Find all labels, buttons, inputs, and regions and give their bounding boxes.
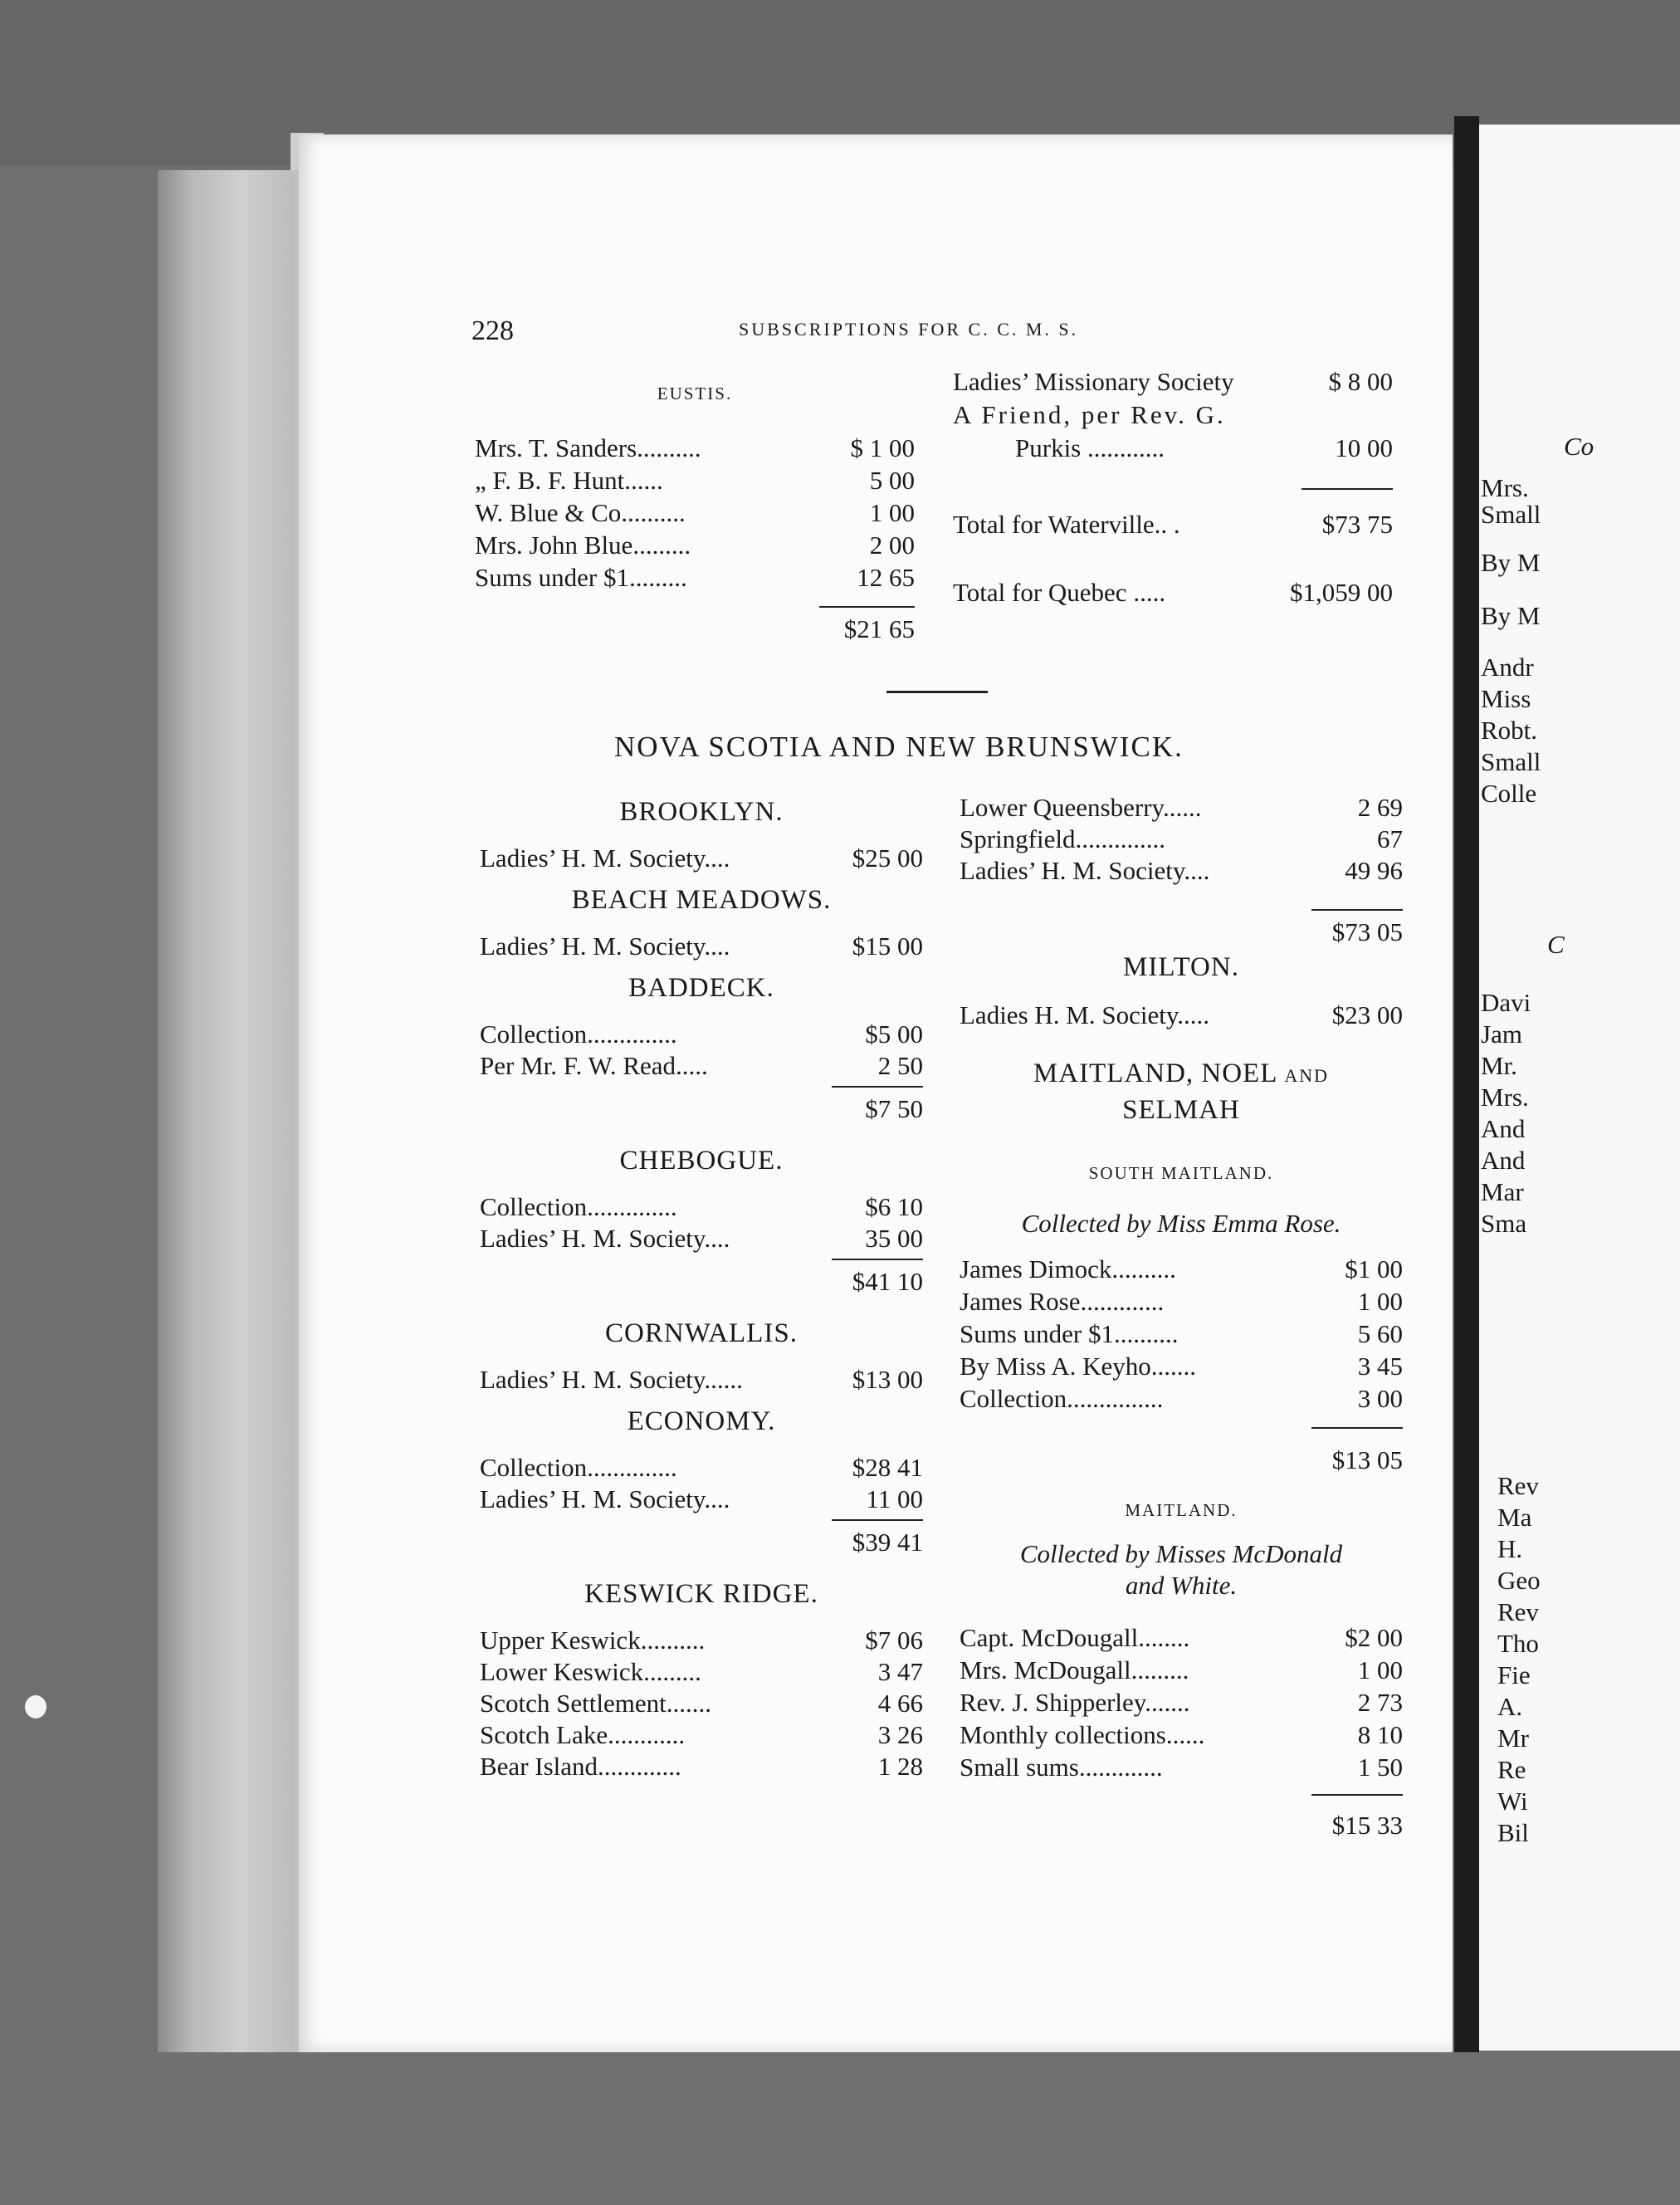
- section-divider: [886, 691, 988, 693]
- keswick-amount: 67: [1377, 824, 1403, 853]
- eustis-amount: 5 00: [869, 466, 915, 495]
- south-maitland-row: [960, 1319, 1403, 1351]
- brooklyn-name: Ladies’ H. M. Society....: [480, 843, 730, 873]
- eustis-amount: 2 00: [869, 530, 915, 560]
- right-page-fragment: And: [1481, 1146, 1526, 1175]
- eustis-amount: 1 00: [869, 498, 915, 527]
- right-page-fragment: Wi: [1497, 1787, 1528, 1816]
- keswick-amount: 1 28: [877, 1752, 923, 1781]
- maitland-amount: 2 73: [1357, 1688, 1403, 1717]
- eustis-row: [475, 466, 915, 497]
- south-maitland-collector: Collected by Miss Emma Rose.: [1021, 1209, 1341, 1238]
- keswick-row: [480, 1626, 923, 1657]
- keswick-row: [960, 856, 1403, 887]
- keswick-row: [480, 1657, 923, 1689]
- right-page-fragment: Rev: [1497, 1597, 1539, 1626]
- baddeck-total: $7 50: [865, 1094, 923, 1123]
- left-column: [480, 797, 923, 1835]
- quebec-total-label: Total for Quebec .....: [953, 578, 1166, 607]
- waterville-row: [953, 400, 1393, 432]
- maitland-row: [960, 1720, 1403, 1752]
- waterville-amount: 10 00: [1335, 433, 1393, 462]
- right-page-fragment: Re: [1497, 1755, 1526, 1784]
- baddeck-row: [480, 1051, 923, 1083]
- maitland-heading: MAITLAND.: [1125, 1500, 1238, 1520]
- south-maitland-row: [960, 1384, 1403, 1415]
- right-page-fragment: Miss: [1481, 684, 1531, 713]
- eustis-row: [475, 563, 915, 594]
- south-maitland-name: Collection...............: [960, 1384, 1164, 1413]
- right-page-fragment: Co: [1564, 432, 1595, 461]
- brooklyn-row: [480, 843, 923, 875]
- south-maitland-name: James Rose.............: [960, 1287, 1165, 1316]
- south-maitland-amount: 1 00: [1357, 1287, 1403, 1316]
- keswick-total-rule: [1311, 909, 1403, 911]
- right-page-fragment: Bil: [1497, 1818, 1529, 1847]
- right-page-fragment: Davi: [1481, 988, 1531, 1017]
- brooklyn-amount: $25 00: [852, 843, 923, 873]
- right-page-fragment: Small: [1481, 747, 1541, 776]
- keswick-name: Lower Queensberry......: [960, 793, 1202, 822]
- keswick-name: Upper Keswick..........: [480, 1626, 706, 1655]
- keswick-row: [960, 793, 1403, 824]
- maitland-amount: $2 00: [1345, 1623, 1403, 1652]
- waterville-row: [953, 367, 1393, 398]
- brooklyn-heading: BROOKLYN.: [619, 797, 784, 827]
- background-bottom: [0, 2052, 1680, 2205]
- chebogue-amount: 35 00: [865, 1224, 923, 1253]
- south-maitland-name: Sums under $1..........: [960, 1319, 1179, 1348]
- maitland-collector-2: and White.: [1125, 1571, 1238, 1600]
- right-page-fragment: Jam: [1481, 1019, 1522, 1049]
- right-page-fragment: C: [1547, 930, 1565, 959]
- chebogue-row: [480, 1224, 923, 1255]
- right-page-fragment: Colle: [1481, 779, 1537, 808]
- south-maitland-amount: 3 45: [1357, 1352, 1403, 1381]
- maitland-collector-1: Collected by Misses McDonald: [1019, 1539, 1343, 1568]
- right-page-fragment: H.: [1497, 1534, 1523, 1563]
- maitland-row: [960, 1623, 1403, 1655]
- baddeck-row: [480, 1019, 923, 1051]
- economy-row: [480, 1453, 923, 1484]
- chebogue-name: Ladies’ H. M. Society....: [480, 1224, 730, 1253]
- south-maitland-amount: 3 00: [1357, 1384, 1403, 1413]
- keswick-amount: 4 66: [877, 1689, 923, 1718]
- page-number: 228: [471, 315, 514, 346]
- right-page-fragment: By M: [1481, 548, 1541, 577]
- keswick-name: Scotch Settlement.......: [480, 1689, 711, 1718]
- right-page-fragment: Geo: [1497, 1566, 1541, 1595]
- eustis-heading: EUSTIS.: [657, 384, 733, 403]
- waterville-total-label: Total for Waterville.. .: [953, 510, 1180, 539]
- economy-heading: ECONOMY.: [627, 1406, 776, 1436]
- lint-speck: [25, 1695, 46, 1719]
- waterville-block: [953, 367, 1393, 616]
- keswick-amount: 3 26: [877, 1720, 923, 1749]
- eustis-total: $21 65: [843, 614, 915, 643]
- south-maitland-amount: 5 60: [1357, 1319, 1403, 1348]
- south-maitland-total: $13 05: [1331, 1445, 1403, 1474]
- beach-heading: BEACH MEADOWS.: [571, 885, 832, 915]
- keswick-name: Bear Island.............: [480, 1752, 681, 1781]
- south-maitland-row: [960, 1254, 1403, 1286]
- south-maitland-row: [960, 1287, 1403, 1318]
- milton-name: Ladies H. M. Society.....: [960, 1000, 1210, 1029]
- right-page-fragment: Mrs.: [1481, 473, 1529, 502]
- keswick-name: Scotch Lake............: [480, 1720, 686, 1749]
- baddeck-amount: $5 00: [865, 1019, 923, 1049]
- maitland-name: Monthly collections......: [960, 1720, 1205, 1749]
- keswick-name: Springfield..............: [960, 824, 1165, 853]
- beach-name: Ladies’ H. M. Society....: [480, 931, 730, 961]
- right-page-fragment: Andr: [1481, 653, 1534, 682]
- maitland-name: Capt. McDougall........: [960, 1623, 1190, 1652]
- keswick-total: $73 05: [1331, 917, 1403, 946]
- south-maitland-amount: $1 00: [1345, 1254, 1403, 1283]
- economy-total: $39 41: [852, 1528, 923, 1557]
- maitland-total: $15 33: [1331, 1811, 1403, 1840]
- right-page-fragment: By M: [1481, 601, 1541, 630]
- keswick-amount: 2 69: [1357, 793, 1403, 822]
- right-page-fragment: Ma: [1497, 1503, 1532, 1532]
- south-maitland-row: [960, 1352, 1403, 1383]
- maitland-group-heading-b: AND: [1284, 1065, 1330, 1086]
- province-heading: NOVA SCOTIA AND NEW BRUNSWICK.: [614, 731, 1184, 763]
- chebogue-row: [480, 1192, 923, 1224]
- cornwallis-row: [480, 1365, 923, 1396]
- right-page-fragment: Mr.: [1481, 1051, 1517, 1080]
- keswick-name: Ladies’ H. M. Society....: [960, 856, 1210, 885]
- right-page-fragment: A.: [1497, 1692, 1523, 1721]
- keswick-row: [960, 824, 1403, 856]
- quebec-total-row: [953, 578, 1393, 609]
- south-maitland-name: James Dimock..........: [960, 1254, 1176, 1283]
- south-maitland-name: By Miss A. Keyho.......: [960, 1352, 1197, 1381]
- milton-row: [960, 1000, 1403, 1032]
- waterville-name: A Friend, per Rev. G.: [953, 400, 1226, 429]
- eustis-block: [475, 384, 915, 658]
- milton-amount: $23 00: [1331, 1000, 1403, 1029]
- eustis-name: „ F. B. F. Hunt......: [475, 466, 663, 495]
- economy-name: Ladies’ H. M. Society....: [480, 1484, 730, 1513]
- chebogue-name: Collection..............: [480, 1192, 677, 1221]
- keswick-amount: 3 47: [877, 1657, 923, 1686]
- keswick-heading: KESWICK RIDGE.: [584, 1579, 818, 1609]
- eustis-name: Mrs. T. Sanders..........: [475, 433, 701, 462]
- waterville-name: Ladies’ Missionary Society: [953, 367, 1234, 396]
- right-page-fragment: Robt.: [1481, 716, 1538, 745]
- chebogue-amount: $6 10: [865, 1192, 923, 1221]
- cornwallis-name: Ladies’ H. M. Society......: [480, 1365, 743, 1394]
- chebogue-total: $41 10: [852, 1267, 923, 1296]
- baddeck-name: Per Mr. F. W. Read.....: [480, 1051, 708, 1080]
- keswick-amount: $7 06: [865, 1626, 923, 1655]
- waterville-row: [953, 433, 1393, 465]
- right-page-fragment: Mr: [1497, 1723, 1529, 1753]
- keswick-row: [480, 1720, 923, 1752]
- chebogue-heading: CHEBOGUE.: [619, 1146, 784, 1176]
- baddeck-total-rule: [832, 1086, 923, 1088]
- right-page: [1479, 125, 1680, 2051]
- south-maitland-total-rule: [1311, 1427, 1403, 1429]
- maitland-amount: 1 00: [1357, 1655, 1403, 1684]
- beach-row: [480, 931, 923, 963]
- running-title: SUBSCRIPTIONS FOR C. C. M. S.: [739, 319, 1079, 340]
- maitland-name: Small sums.............: [960, 1753, 1163, 1782]
- economy-total-rule: [832, 1519, 923, 1521]
- economy-amount: 11 00: [866, 1484, 923, 1513]
- waterville-name: Purkis ............: [1015, 433, 1165, 462]
- baddeck-amount: 2 50: [877, 1051, 923, 1080]
- cornwallis-heading: CORNWALLIS.: [605, 1318, 798, 1348]
- economy-amount: $28 41: [852, 1453, 923, 1482]
- keswick-row: [480, 1752, 923, 1783]
- waterville-total-rule: [1302, 488, 1393, 490]
- right-page-fragment: Mar: [1481, 1177, 1524, 1206]
- maitland-group-heading: [960, 1058, 1403, 1089]
- waterville-amount: $ 8 00: [1328, 367, 1393, 396]
- beach-amount: $15 00: [852, 931, 923, 961]
- eustis-name: Mrs. John Blue.........: [475, 530, 691, 560]
- maitland-row: [960, 1655, 1403, 1687]
- baddeck-heading: BADDECK.: [628, 973, 774, 1003]
- maitland-total-rule: [1311, 1794, 1403, 1796]
- book-gutter: [1454, 116, 1479, 2075]
- waterville-total-row: [953, 510, 1393, 541]
- maitland-amount: 8 10: [1357, 1720, 1403, 1749]
- chebogue-total-rule: [832, 1259, 923, 1260]
- keswick-amount: 49 96: [1345, 856, 1403, 885]
- keswick-row: [480, 1689, 923, 1720]
- right-page-fragment: Fie: [1497, 1660, 1531, 1689]
- right-page-fragment: Rev: [1497, 1471, 1539, 1500]
- keswick-name: Lower Keswick.........: [480, 1657, 701, 1686]
- maitland-row: [960, 1753, 1403, 1784]
- eustis-name: W. Blue & Co..........: [475, 498, 686, 527]
- eustis-row: [475, 498, 915, 530]
- maitland-name: Mrs. McDougall.........: [960, 1655, 1189, 1684]
- milton-heading: MILTON.: [1123, 952, 1239, 982]
- maitland-name: Rev. J. Shipperley.......: [960, 1688, 1190, 1717]
- eustis-name: Sums under $1.........: [475, 563, 687, 592]
- maitland-group-heading-2: SELMAH: [1122, 1095, 1240, 1125]
- right-page-fragment: Mrs.: [1481, 1083, 1529, 1112]
- right-page-fragment: And: [1481, 1114, 1526, 1143]
- right-column: [960, 793, 1403, 1872]
- cornwallis-amount: $13 00: [852, 1365, 923, 1394]
- maitland-amount: 1 50: [1357, 1753, 1403, 1782]
- right-page-fragment: Small: [1481, 500, 1541, 529]
- right-page-fragment: Tho: [1497, 1629, 1539, 1658]
- right-page-fragment: Sma: [1481, 1209, 1527, 1238]
- eustis-amount: $ 1 00: [850, 433, 915, 462]
- eustis-row: [475, 530, 915, 562]
- south-maitland-heading: SOUTH MAITLAND.: [1088, 1163, 1274, 1183]
- eustis-total-rule: [819, 606, 915, 608]
- eustis-row: [475, 433, 915, 465]
- maitland-row: [960, 1688, 1403, 1719]
- maitland-group-heading-a: MAITLAND, NOEL: [1033, 1058, 1277, 1088]
- eustis-amount: 12 65: [857, 563, 915, 592]
- quebec-total: $1,059 00: [1290, 578, 1393, 607]
- waterville-total: $73 75: [1321, 510, 1393, 539]
- economy-name: Collection..............: [480, 1453, 677, 1482]
- economy-row: [480, 1484, 923, 1516]
- baddeck-name: Collection..............: [480, 1019, 677, 1049]
